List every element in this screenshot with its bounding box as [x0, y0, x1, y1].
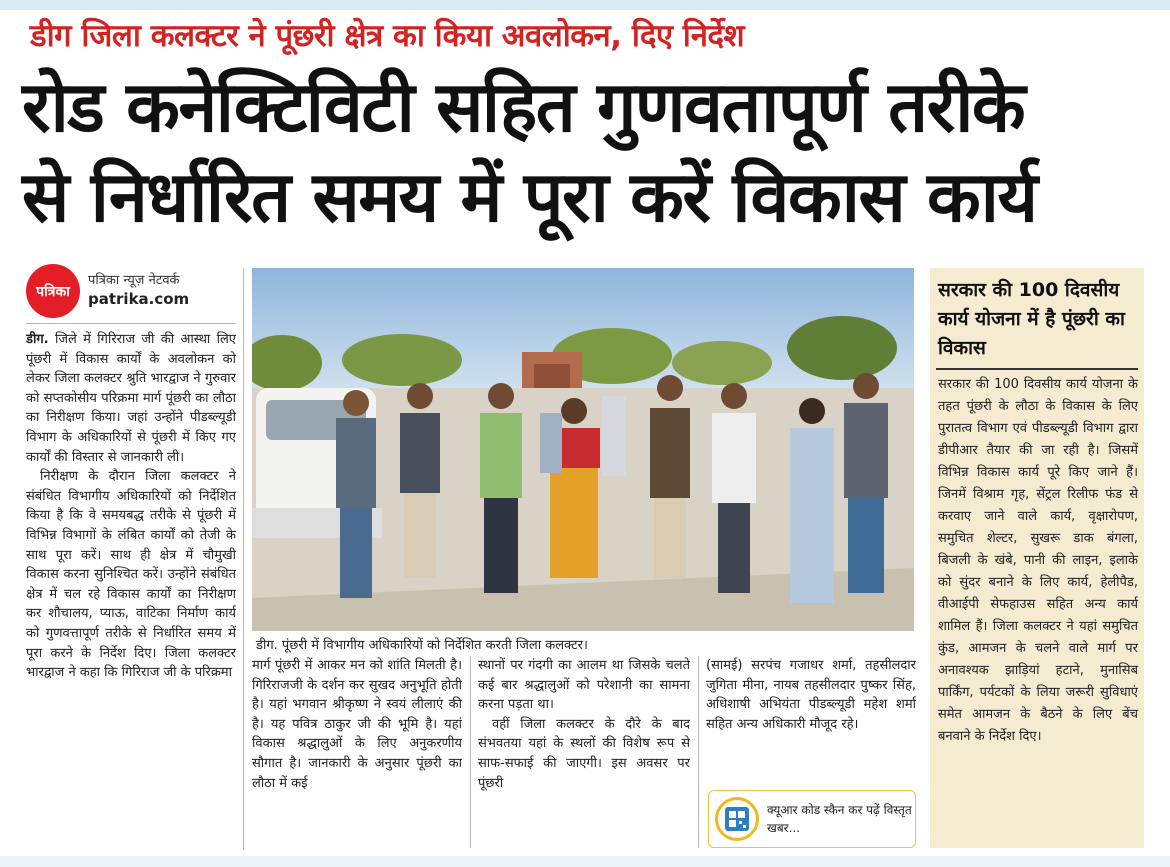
inspection-scene-photo — [252, 268, 914, 631]
qr-code-icon — [715, 797, 759, 841]
dateline: डीग. — [26, 332, 49, 347]
column3-paragraph-1: स्थानों पर गंदगी का आलम था जिसके चलते कई बार श्रद्धालुओं को परेशानी का सामना करना पड़ता था। — [478, 658, 690, 713]
patrika-logo: पत्रिका — [26, 264, 80, 318]
column-divider — [470, 656, 471, 848]
top-border — [0, 0, 1170, 10]
kicker-headline: डीग जिला कलक्टर ने पूंछरी क्षेत्र का किया अवलोकन, दिए निर्देश — [30, 18, 745, 54]
sidebar-heading: सरकार की 100 दिवसीय कार्य योजना में है पूंछरी का विकास — [938, 279, 1125, 359]
column-divider — [243, 268, 244, 850]
column4-paragraph: (सामई) सरपंच गजाधर शर्मा, तहसीलदार जुगिता मीना, नायब तहसीलदार पुष्कर सिंह, अधिशाषी अभियंता पीडब्ल्यूडी महेश शर्मा सहित अन्य अधिकारी मौजूद रहे। — [706, 658, 916, 732]
byline-network: पत्रिका न्यूज़ नेटवर्क — [88, 273, 180, 288]
article-column-3 — [478, 656, 690, 848]
article-column-4 — [706, 656, 916, 784]
bottom-border — [0, 856, 1170, 867]
article-column-1 — [26, 330, 236, 850]
column1-paragraph-2: निरीक्षण के दौरान जिला कलक्टर ने संबंधित विभागीय अधिकारियों को निर्देशित किया है कि वे समयबद्ध तरीके से पूंछरी में विभिन्न विभागों के लंबित कार्यों को तेजी के साथ पूरा करें। साथ ही क्षेत्र में चौमुखी विकास करना सुनिश्चित करें। उन्होंने संबंधित क्षेत्र में चल रहे विकास कार्यों का निरीक्षण कर शौचालय, प्याऊ, वाटिका निर्माण कार्य को गुणवत्तापूर्ण तरीके से निर्धारित समय में पूरा करने के निर्देश दिए। जिला कलक्टर भारद्वाज ने कहा कि गिरिराज जी के परिक्रमा — [26, 469, 236, 681]
headline-line-1: रोड कनेक्टिविटी सहित गुणवतापूर्ण तरीके — [22, 66, 1025, 148]
sidebar-divider — [936, 368, 1138, 370]
sidebar-box — [930, 268, 1144, 848]
main-headline — [22, 62, 1152, 242]
column2-paragraph: मार्ग पूंछरी में आकर मन को शांति मिलती है। गिरिराजजी के दर्शन कर सुखद अनुभूति होती है। यहां भगवान श्रीकृष्ण ने स्वयं लीलाएं की है। यह पवित्र ठाकुर जी की भूमि है। यहां विकास श्रद्धालुओं के लिए अनुकरणीय सौगात है। जानकारी के अनुसार पूंछरी का लौठा में कई — [252, 658, 462, 791]
article-column-2 — [252, 656, 462, 848]
byline — [26, 262, 234, 320]
byline-site: patrika.com — [88, 290, 190, 308]
column-divider — [698, 656, 699, 848]
headline-line-2: से निर्धारित समय में पूरा करें विकास कार्य — [22, 156, 1037, 238]
column3-paragraph-2: वहीं जिला कलक्टर के दौरे के बाद संभवतया यहां के स्थलों की विशेष रूप से साफ-सफाई की जाएगी। इस अवसर पर पूंछरी — [478, 716, 690, 791]
qr-prompt-box — [708, 790, 916, 848]
qr-prompt-text: क्यूआर कोड स्कैन कर पढ़ें विस्तृत खबर... — [767, 803, 912, 835]
news-photo — [252, 268, 914, 631]
column1-paragraph-1: जिले में गिरिराज जी की आस्था लिए पूंछरी में विकास कार्यों के अवलोकन को लेकर जिला कलक्टर श्रुति भारद्वाज ने गुरुवार को सप्तकोसीय परिक्रमा मार्ग पूंछरी का लौठा का निरीक्षण किया। जहां उन्होंने पीडब्ल्यूडी विभाग के अधिकारियों से पूंछरी में किए गए कार्यों की विस्तार से जानकारी ली। — [26, 332, 236, 465]
sidebar-body: सरकार की 100 दिवसीय कार्य योजना के तहत पूंछरी के लौठा के विकास के लिए पुरातत्व विभाग एवं पीडब्ल्यूडी विभाग द्वारा डीपीआर तैयार की जा रही है। जिसमें विभिन्न विकास कार्य पूरे किए जाने हैं। जिनमें विश्राम गृह, सेंट्रल रिलीफ फंड से करवाए जाने वाले कार्य, वृक्षारोपण, समुचित शेल्टर, सुखरू डाक बंगला, बिजली के खंबे, पानी की लाइन, इलाके को सुंदर बनाने के लिए कार्य, हेलीपैड, वीआईपी सेफहाउस सहित अन्य कार्य शामिल हैं। जिला कलक्टर ने यहां समुचित कुंड, आमजन के चलने वाले मार्ग पर अनावश्यक झाड़ियां हटाने, मुनासिब पार्किंग, पर्यटकों के लिया जरूरी सुविधाएं समेत आमजन के बैठने के लिए बेंच बनवाने के निर्देश दिए। — [938, 377, 1138, 744]
photo-caption: डीग. पूंछरी में विभागीय अधिकारियों को निर्देशित करती जिला कलक्टर। — [256, 638, 588, 653]
byline-divider — [26, 323, 236, 324]
